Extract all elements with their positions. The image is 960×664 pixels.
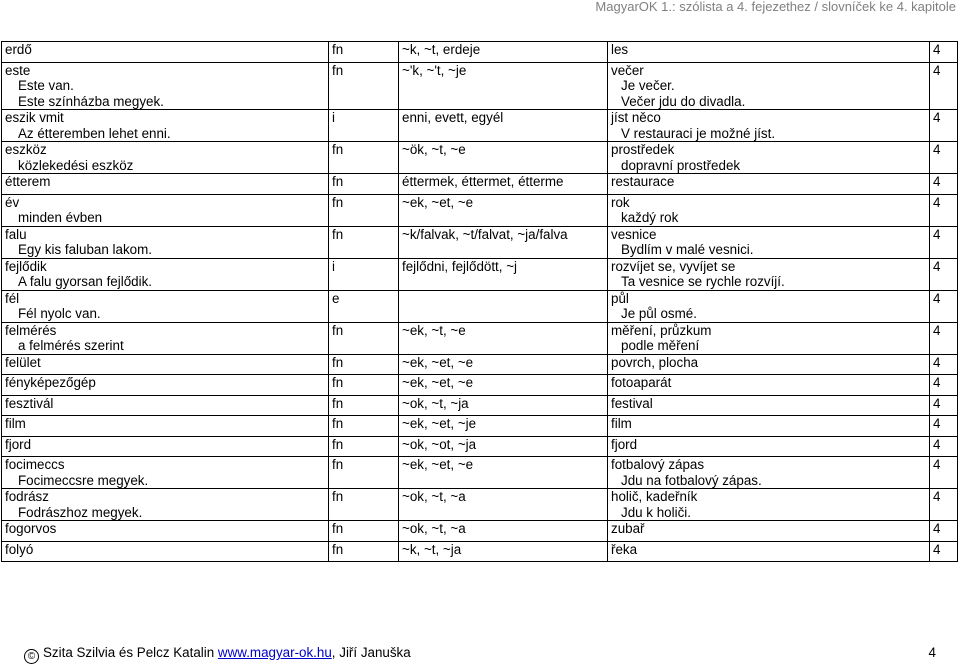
- level-cell-text: 4: [933, 226, 941, 242]
- cz-cell-example: každý rok: [621, 210, 679, 225]
- forms-cell: [399, 226, 608, 258]
- table-row: [2, 375, 958, 396]
- hu-cell-example: Fodrászhoz megyek.: [18, 504, 143, 520]
- cz-cell: [608, 521, 930, 542]
- hu-cell-text: eszik vmit: [5, 110, 64, 125]
- hu-cell: [2, 42, 329, 63]
- level-cell-text: 4: [933, 194, 941, 210]
- forms-cell-text: ~ek, ~et, ~e: [402, 457, 474, 472]
- pos-cell-text: fn: [332, 42, 344, 57]
- hu-cell: [2, 62, 329, 110]
- forms-cell-text: ~ok, ~t, ~a: [402, 521, 466, 536]
- level-cell: [930, 142, 958, 174]
- level-cell-text: 4: [933, 375, 941, 390]
- pos-cell: [329, 436, 399, 457]
- cz-cell: [608, 194, 930, 226]
- forms-cell: [399, 436, 608, 457]
- level-cell: [930, 521, 958, 542]
- level-cell-text: 4: [933, 142, 941, 157]
- level-cell: [930, 322, 958, 354]
- hu-cell-text: erdő: [5, 42, 32, 57]
- cz-cell-text: rok: [611, 194, 630, 210]
- cz-cell-text: film: [611, 416, 632, 431]
- hu-cell: [2, 457, 329, 489]
- level-cell: [930, 110, 958, 142]
- table-row: [2, 489, 958, 521]
- cz-cell: [608, 290, 930, 322]
- pos-cell-text: fn: [332, 322, 344, 338]
- hu-cell: [2, 436, 329, 457]
- level-cell-text: 4: [933, 395, 941, 411]
- table-row: [2, 194, 958, 226]
- level-cell-text: 4: [933, 416, 941, 431]
- forms-cell-text: ~ek, ~et, ~e: [402, 354, 474, 370]
- pos-cell: [329, 174, 399, 195]
- level-cell: [930, 194, 958, 226]
- forms-cell: [399, 416, 608, 437]
- level-cell-text: 4: [933, 42, 941, 57]
- pos-cell-text: i: [332, 258, 335, 274]
- cz-cell: [608, 395, 930, 416]
- pos-cell: [329, 194, 399, 226]
- pos-cell: [329, 354, 399, 375]
- cz-cell-text: večer: [611, 62, 644, 78]
- level-cell-text: 4: [933, 436, 941, 452]
- forms-cell: [399, 290, 608, 322]
- hu-cell-text: fényképezőgép: [5, 375, 96, 390]
- cz-cell-example: Je půl osmé.: [621, 306, 697, 321]
- level-cell-text: 4: [933, 541, 941, 557]
- pos-cell: [329, 541, 399, 562]
- forms-cell-text: ~ek, ~t, ~e: [402, 322, 466, 338]
- forms-cell-text: éttermek, éttermet, étterme: [402, 174, 564, 189]
- table-row: [2, 436, 958, 457]
- cz-cell: [608, 416, 930, 437]
- hu-cell: [2, 375, 329, 396]
- table-row: [2, 290, 958, 322]
- hu-cell: [2, 541, 329, 562]
- cz-cell-text: vesnice: [611, 226, 657, 242]
- cz-cell: [608, 42, 930, 63]
- level-cell: [930, 174, 958, 195]
- forms-cell: [399, 322, 608, 354]
- forms-cell: [399, 395, 608, 416]
- hu-cell-example: közlekedési eszköz: [18, 157, 134, 173]
- hu-cell: [2, 489, 329, 521]
- hu-cell-text: felület: [5, 354, 41, 370]
- cz-cell-text: řeka: [611, 541, 638, 557]
- hu-cell-example: Este színházba megyek.: [18, 93, 164, 109]
- table-row: [2, 62, 958, 110]
- forms-cell-text: ~ek, ~et, ~e: [402, 194, 474, 210]
- cz-cell-text: měření, průzkum: [611, 322, 712, 338]
- pos-cell: [329, 290, 399, 322]
- table-row: [2, 354, 958, 375]
- pos-cell-text: fn: [332, 354, 344, 370]
- hu-cell: [2, 322, 329, 354]
- pos-cell: [329, 226, 399, 258]
- cz-cell-text: rozvíjet se, vyvíjet se: [611, 258, 736, 274]
- forms-cell: [399, 521, 608, 542]
- pos-cell-text: e: [332, 290, 340, 306]
- level-cell: [930, 436, 958, 457]
- hu-cell: [2, 521, 329, 542]
- pos-cell-text: fn: [332, 194, 344, 210]
- pos-cell-text: fn: [332, 395, 344, 411]
- hu-cell-text: fesztivál: [5, 395, 54, 411]
- pos-cell-text: fn: [332, 226, 344, 242]
- pos-cell: [329, 395, 399, 416]
- cz-cell: [608, 226, 930, 258]
- hu-cell-text: folyó: [5, 541, 34, 557]
- footer-separator: ,: [331, 645, 336, 660]
- forms-cell: [399, 174, 608, 195]
- pos-cell: [329, 375, 399, 396]
- pos-cell-text: fn: [332, 375, 344, 390]
- level-cell-text: 4: [933, 110, 941, 125]
- pos-cell: [329, 42, 399, 63]
- level-cell-text: 4: [933, 62, 941, 78]
- table-row: [2, 42, 958, 63]
- level-cell: [930, 290, 958, 322]
- table-row: [2, 521, 958, 542]
- level-cell: [930, 541, 958, 562]
- table-row: [2, 142, 958, 174]
- pos-cell-text: fn: [332, 436, 344, 452]
- pos-cell-text: fn: [332, 416, 344, 431]
- table-row: [2, 110, 958, 142]
- forms-cell-text: ~ok, ~t, ~a: [402, 489, 466, 504]
- hu-cell-text: focimeccs: [5, 457, 65, 472]
- pos-cell-text: fn: [332, 541, 344, 557]
- table-row: [2, 541, 958, 562]
- cz-cell: [608, 436, 930, 457]
- level-cell-text: 4: [933, 521, 941, 536]
- hu-cell: [2, 290, 329, 322]
- hu-cell: [2, 226, 329, 258]
- forms-cell-text: ~k, ~t, erdeje: [402, 42, 481, 57]
- hu-cell-text: falu: [5, 226, 27, 242]
- level-cell-text: 4: [933, 258, 941, 274]
- footer-translator: Jiří Januška: [339, 645, 411, 660]
- cz-cell: [608, 541, 930, 562]
- level-cell: [930, 258, 958, 290]
- table-row: [2, 174, 958, 195]
- level-cell: [930, 489, 958, 521]
- forms-cell-text: fejlődni, fejlődött, ~j: [402, 258, 518, 274]
- hu-cell-text: fjord: [5, 436, 32, 452]
- pos-cell: [329, 521, 399, 542]
- pos-cell: [329, 62, 399, 110]
- hu-cell: [2, 174, 329, 195]
- forms-cell: [399, 489, 608, 521]
- level-cell: [930, 42, 958, 63]
- forms-cell: [399, 42, 608, 63]
- cz-cell-text: půl: [611, 290, 629, 306]
- cz-cell-example: Bydlím v malé vesnici.: [621, 242, 754, 257]
- hu-cell-example: minden évben: [18, 210, 103, 225]
- level-cell: [930, 375, 958, 396]
- cz-cell: [608, 142, 930, 174]
- hu-cell-text: fejlődik: [5, 258, 47, 274]
- pos-cell: [329, 416, 399, 437]
- cz-cell-example: Je večer.: [621, 78, 675, 93]
- level-cell-text: 4: [933, 322, 941, 338]
- pos-cell-text: fn: [332, 457, 344, 472]
- hu-cell-text: év: [5, 194, 20, 210]
- cz-cell-text: fotbalový zápas: [611, 457, 705, 472]
- footer-link[interactable]: www.magyar-ok.hu: [217, 645, 332, 660]
- cz-cell-text: prostředek: [611, 142, 675, 157]
- pos-cell-text: fn: [332, 521, 344, 536]
- hu-cell-example: Este van.: [18, 78, 74, 93]
- cz-cell-text: restaurace: [611, 174, 675, 189]
- hu-cell-example: Focimeccsre megyek.: [18, 472, 149, 488]
- hu-cell: [2, 416, 329, 437]
- vocabulary-table: [1, 41, 958, 562]
- forms-cell-text: ~ek, ~et, ~je: [402, 416, 477, 431]
- table-row: [2, 457, 958, 489]
- cz-cell-example: Jdu na fotbalový zápas.: [621, 472, 762, 488]
- level-cell: [930, 395, 958, 416]
- level-cell: [930, 416, 958, 437]
- hu-cell-text: étterem: [5, 174, 51, 189]
- footer-authors: Szita Szilvia és Pelcz Katalin: [43, 645, 215, 660]
- hu-cell-text: film: [5, 416, 26, 431]
- cz-cell-text: zubař: [611, 521, 645, 536]
- pos-cell-text: fn: [332, 489, 344, 504]
- cz-cell-text: holič, kadeřník: [611, 489, 698, 504]
- forms-cell: [399, 194, 608, 226]
- forms-cell: [399, 142, 608, 174]
- table-row: [2, 258, 958, 290]
- hu-cell-example: a felmérés szerint: [18, 338, 124, 353]
- pos-cell-text: fn: [332, 62, 344, 78]
- forms-cell: [399, 110, 608, 142]
- copyright-icon: ©: [24, 649, 39, 664]
- hu-cell-example: Az étteremben lehet enni.: [18, 125, 171, 141]
- pos-cell-text: fn: [332, 142, 344, 157]
- hu-cell-example: Fél nyolc van.: [18, 306, 101, 321]
- forms-cell-text: ~k/falvak, ~t/falvat, ~ja/falva: [402, 226, 568, 242]
- cz-cell-text: fjord: [611, 436, 638, 452]
- cz-cell: [608, 489, 930, 521]
- cz-cell-text: fotoaparát: [611, 375, 672, 390]
- cz-cell: [608, 354, 930, 375]
- hu-cell-text: fodrász: [5, 489, 49, 504]
- level-cell-text: 4: [933, 174, 941, 189]
- pos-cell: [329, 322, 399, 354]
- level-cell-text: 4: [933, 489, 941, 504]
- hu-cell-text: felmérés: [5, 322, 57, 338]
- level-cell-text: 4: [933, 290, 941, 306]
- forms-cell-text: enni, evett, egyél: [402, 110, 504, 125]
- cz-cell-example: Večer jdu do divadla.: [621, 93, 746, 109]
- cz-cell: [608, 110, 930, 142]
- level-cell-text: 4: [933, 457, 941, 472]
- hu-cell: [2, 354, 329, 375]
- forms-cell-text: ~ok, ~t, ~ja: [402, 395, 469, 411]
- cz-cell: [608, 62, 930, 110]
- forms-cell: [399, 258, 608, 290]
- forms-cell: [399, 62, 608, 110]
- forms-cell-text: ~'k, ~'t, ~je: [402, 62, 467, 78]
- cz-cell-text: les: [611, 42, 629, 57]
- cz-cell-example: Ta vesnice se rychle rozvíjí.: [621, 274, 785, 289]
- forms-cell: [399, 541, 608, 562]
- forms-cell-text: ~ok, ~ot, ~ja: [402, 436, 477, 452]
- page-footer: [24, 645, 936, 661]
- cz-cell-text: jíst něco: [611, 110, 661, 125]
- forms-cell: [399, 375, 608, 396]
- cz-cell: [608, 174, 930, 195]
- pos-cell: [329, 110, 399, 142]
- pos-cell: [329, 489, 399, 521]
- pos-cell-text: i: [332, 110, 335, 125]
- cz-cell-example: dopravní prostředek: [621, 157, 741, 173]
- table-row: [2, 226, 958, 258]
- page-header: MagyarOK 1.: szólista a 4. fejezethez / slovníček ke 4. kapitole: [595, 0, 956, 14]
- cz-cell: [608, 322, 930, 354]
- forms-cell-text: ~ek, ~et, ~e: [402, 375, 474, 390]
- table-row: [2, 322, 958, 354]
- hu-cell: [2, 142, 329, 174]
- pos-cell: [329, 457, 399, 489]
- hu-cell-text: fél: [5, 290, 20, 306]
- hu-cell-text: este: [5, 62, 31, 78]
- level-cell: [930, 354, 958, 375]
- footer-credits: [24, 645, 411, 664]
- forms-cell-text: ~k, ~t, ~ja: [402, 541, 462, 557]
- cz-cell-example: podle měření: [621, 338, 700, 353]
- table-row: [2, 395, 958, 416]
- pos-cell-text: fn: [332, 174, 344, 189]
- forms-cell: [399, 457, 608, 489]
- cz-cell-example: Jdu k holiči.: [621, 504, 691, 520]
- level-cell: [930, 457, 958, 489]
- level-cell: [930, 226, 958, 258]
- hu-cell: [2, 395, 329, 416]
- hu-cell-text: fogorvos: [5, 521, 57, 536]
- forms-cell: [399, 354, 608, 375]
- forms-cell-text: ~ök, ~t, ~e: [402, 142, 466, 157]
- hu-cell: [2, 194, 329, 226]
- pos-cell: [329, 142, 399, 174]
- cz-cell: [608, 375, 930, 396]
- page-number: 4: [928, 645, 936, 660]
- level-cell-text: 4: [933, 354, 941, 370]
- hu-cell: [2, 110, 329, 142]
- cz-cell-text: povrch, plocha: [611, 354, 699, 370]
- cz-cell: [608, 457, 930, 489]
- hu-cell-example: A falu gyorsan fejlődik.: [18, 274, 152, 289]
- pos-cell: [329, 258, 399, 290]
- table-row: [2, 416, 958, 437]
- cz-cell: [608, 258, 930, 290]
- hu-cell-text: eszköz: [5, 142, 47, 157]
- cz-cell-example: V restauraci je možné jíst.: [621, 125, 776, 141]
- hu-cell-example: Egy kis faluban lakom.: [18, 242, 152, 257]
- cz-cell-text: festival: [611, 395, 653, 411]
- hu-cell: [2, 258, 329, 290]
- level-cell: [930, 62, 958, 110]
